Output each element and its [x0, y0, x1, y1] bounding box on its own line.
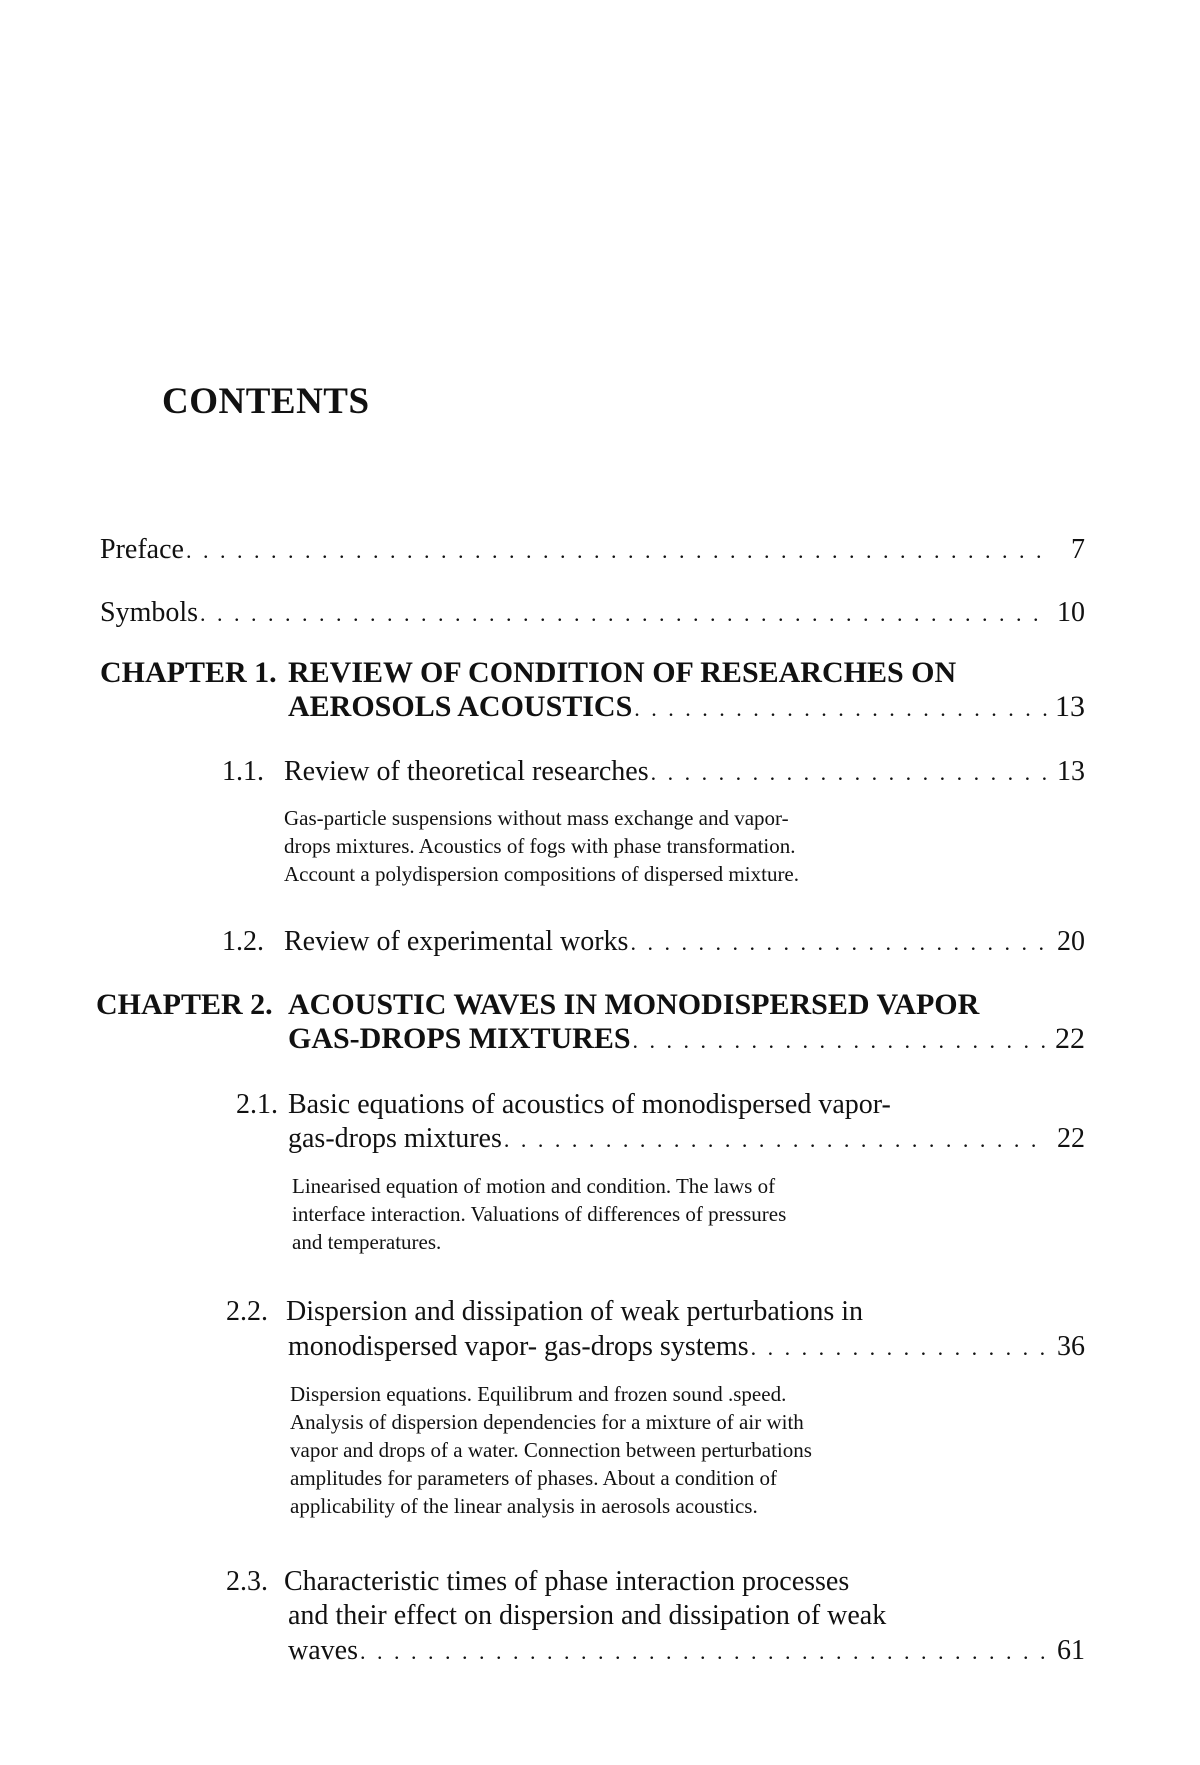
section-title-line-1: Characteristic times of phase interaction processes [284, 1566, 850, 1597]
toc-page-number: 7 [1071, 534, 1085, 565]
toc-entry-preface[interactable] [100, 533, 1085, 568]
dot-leader [504, 1123, 1049, 1157]
summary-line: and temperatures. [292, 1230, 442, 1254]
summary-line: Gas-particle suspensions without mass exchange and vapor- [284, 806, 789, 830]
section-title: Review of experimental works [284, 926, 629, 957]
dot-leader [751, 1331, 1049, 1365]
summary-line: amplitudes for parameters of phases. About a condition of [290, 1466, 777, 1490]
toc-page-number: 13 [1057, 756, 1085, 787]
section-summary [292, 1172, 786, 1256]
chapter-title-line-1: ACOUSTIC WAVES IN MONODISPERSED VAPOR [288, 988, 980, 1021]
dot-leader [633, 1024, 1049, 1058]
summary-line: applicability of the linear analysis in aerosols acoustics. [290, 1494, 758, 1518]
section-title-line-1: Dispersion and dissipation of weak perturbations in [286, 1296, 864, 1327]
summary-line: vapor and drops of a water. Connection between perturbations [290, 1438, 812, 1462]
dot-leader [634, 692, 1049, 726]
toc-chapter-2-line-2[interactable] [288, 1022, 1085, 1058]
section-number: 2.1. [236, 1089, 278, 1120]
summary-line: Linearised equation of motion and condition. The laws of [292, 1174, 776, 1198]
dot-leader [630, 926, 1049, 960]
toc-page-number: 13 [1055, 690, 1085, 723]
chapter-title-line-2: AEROSOLS ACOUSTICS [288, 690, 633, 723]
dot-leader [360, 1635, 1049, 1669]
section-summary [290, 1380, 812, 1520]
chapter-title-line-2: GAS-DROPS MIXTURES [288, 1022, 631, 1055]
section-number: 2.3. [226, 1566, 268, 1597]
toc-entry-symbols[interactable] [100, 596, 1085, 631]
toc-section-2-1[interactable] [288, 1122, 1085, 1157]
toc-section-1-2[interactable] [284, 925, 1085, 960]
toc-chapter-1-line-2[interactable] [288, 690, 1085, 726]
section-title-line-1: Basic equations of acoustics of monodispersed vapor- [288, 1089, 891, 1120]
summary-line: Analysis of dispersion dependencies for a mixture of air with [290, 1410, 804, 1434]
summary-line: Dispersion equations. Equilibrum and frozen sound .speed. [290, 1382, 787, 1406]
chapter-label: CHAPTER 1. [100, 656, 277, 689]
summary-line: interface interaction. Valuations of differences of pressures [292, 1202, 787, 1226]
section-title-line-2: monodispersed vapor- gas-drops systems [288, 1331, 749, 1362]
toc-section-1-1[interactable] [284, 755, 1085, 790]
section-title: Review of theoretical researches [284, 756, 649, 787]
page-title: CONTENTS [162, 381, 370, 422]
toc-page-number: 61 [1057, 1635, 1085, 1666]
section-title-line-2: and their effect on dispersion and dissipation of weak [288, 1600, 887, 1631]
toc-page-number: 20 [1057, 926, 1085, 957]
section-title-line-2: gas-drops mixtures [288, 1123, 502, 1154]
dot-leader [651, 756, 1049, 790]
summary-line: Account a polydispersion compositions of dispersed mixture. [284, 862, 800, 886]
chapter-title-line-1: REVIEW OF CONDITION OF RESEARCHES ON [288, 656, 957, 689]
toc-section-2-3[interactable] [288, 1634, 1085, 1669]
toc-page-number: 10 [1057, 597, 1085, 628]
section-title-line-3: waves [288, 1635, 358, 1666]
toc-page-number: 22 [1057, 1123, 1085, 1154]
dot-leader [200, 597, 1049, 631]
section-number: 1.2. [222, 926, 264, 957]
section-number: 1.1. [222, 756, 264, 787]
toc-entry-label: Symbols [100, 597, 199, 628]
toc-entry-label: Preface [100, 534, 184, 565]
toc-page-number: 36 [1057, 1331, 1085, 1362]
toc-section-2-2[interactable] [288, 1330, 1085, 1365]
section-summary [284, 804, 799, 888]
section-number: 2.2. [226, 1296, 268, 1327]
toc-page-number: 22 [1055, 1022, 1085, 1055]
dot-leader [186, 534, 1049, 568]
summary-line: drops mixtures. Acoustics of fogs with phase transformation. [284, 834, 796, 858]
chapter-label: CHAPTER 2. [96, 988, 273, 1021]
